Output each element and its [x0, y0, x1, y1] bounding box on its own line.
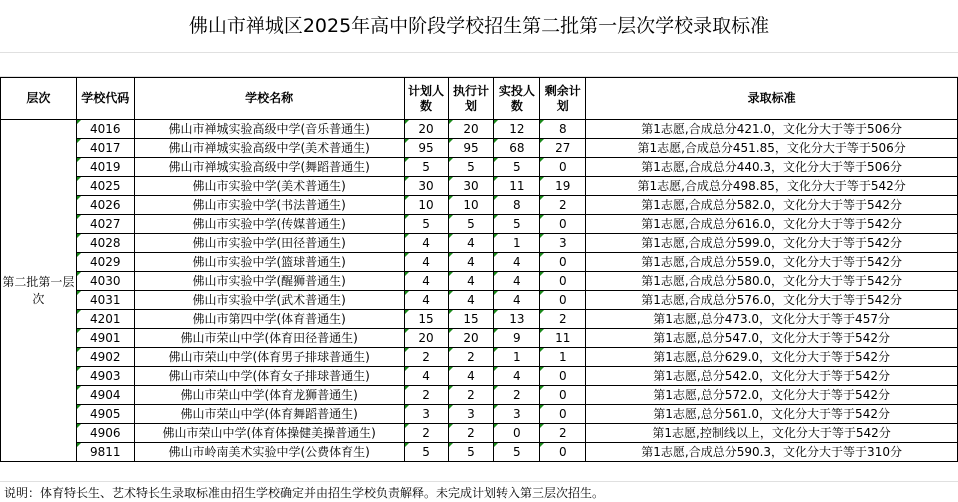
cell-plan: 10: [404, 196, 448, 215]
cell-actual: 11: [494, 177, 540, 196]
cell-actual: 2: [494, 386, 540, 405]
table-row: [1, 234, 958, 253]
cell-exec: 5: [448, 443, 494, 462]
cell-name: 佛山市实验中学(武术普通生): [134, 291, 404, 310]
cell-name: 佛山市实验中学(醒狮普通生): [134, 272, 404, 291]
cell-exec: 2: [448, 348, 494, 367]
cell-actual: 13: [494, 310, 540, 329]
cell-code: 4019: [76, 158, 134, 177]
cell-standard: 第1志愿,合成总分421.0，文化分大于等于506分: [586, 120, 958, 139]
table-row: [1, 329, 958, 348]
cell-actual: 12: [494, 120, 540, 139]
cell-standard: 第1志愿,合成总分599.0，文化分大于等于542分: [586, 234, 958, 253]
blank-row: [0, 52, 958, 77]
blank-row: [0, 461, 958, 482]
header-standard: 录取标准: [586, 78, 958, 120]
header-name: 学校名称: [134, 78, 404, 120]
cell-name: 佛山市荣山中学(体育舞蹈普通生): [134, 405, 404, 424]
cell-name: 佛山市岭南美术实验中学(公费体育生): [134, 443, 404, 462]
cell-name: 佛山市第四中学(体育普通生): [134, 310, 404, 329]
cell-actual: 5: [494, 158, 540, 177]
cell-name: 佛山市荣山中学(体育田径普通生): [134, 329, 404, 348]
cell-exec: 5: [448, 158, 494, 177]
cell-plan: 5: [404, 215, 448, 234]
cell-code: 4906: [76, 424, 134, 443]
cell-remain: 3: [540, 234, 586, 253]
header-remain: 剩余计划: [540, 78, 586, 120]
cell-name: 佛山市荣山中学(体育女子排球普通生): [134, 367, 404, 386]
cell-code: 4201: [76, 310, 134, 329]
cell-code: 4905: [76, 405, 134, 424]
cell-actual: 8: [494, 196, 540, 215]
header-row: [1, 78, 958, 120]
cell-standard: 第1志愿,合成总分590.3，文化分大于等于310分: [586, 443, 958, 462]
cell-name: 佛山市实验中学(田径普通生): [134, 234, 404, 253]
cell-code: 4030: [76, 272, 134, 291]
table-row: [1, 272, 958, 291]
cell-plan: 4: [404, 253, 448, 272]
cell-exec: 10: [448, 196, 494, 215]
cell-remain: 2: [540, 196, 586, 215]
cell-standard: 第1志愿,总分561.0，文化分大于等于542分: [586, 405, 958, 424]
cell-exec: 95: [448, 139, 494, 158]
table-row: [1, 215, 958, 234]
cell-standard: 第1志愿,合成总分451.85，文化分大于等于506分: [586, 139, 958, 158]
cell-remain: 0: [540, 272, 586, 291]
cell-exec: 4: [448, 367, 494, 386]
cell-code: 4901: [76, 329, 134, 348]
cell-remain: 1: [540, 348, 586, 367]
cell-plan: 30: [404, 177, 448, 196]
cell-name: 佛山市禅城实验高级中学(音乐普通生): [134, 120, 404, 139]
table-row: [1, 367, 958, 386]
cell-code: 4902: [76, 348, 134, 367]
table-row: [1, 120, 958, 139]
cell-code: 4017: [76, 139, 134, 158]
table-row: [1, 386, 958, 405]
cell-code: 4025: [76, 177, 134, 196]
table-row: [1, 348, 958, 367]
table-row: [1, 158, 958, 177]
table-row: [1, 310, 958, 329]
cell-plan: 5: [404, 443, 448, 462]
admission-table: [0, 77, 958, 462]
cell-name: 佛山市实验中学(美术普通生): [134, 177, 404, 196]
cell-remain: 0: [540, 386, 586, 405]
cell-standard: 第1志愿,总分473.0，文化分大于等于457分: [586, 310, 958, 329]
cell-code: 4016: [76, 120, 134, 139]
cell-standard: 第1志愿,总分572.0，文化分大于等于542分: [586, 386, 958, 405]
cell-code: 9811: [76, 443, 134, 462]
cell-standard: 第1志愿,合成总分616.0，文化分大于等于542分: [586, 215, 958, 234]
table-row: [1, 291, 958, 310]
table-row: [1, 424, 958, 443]
cell-actual: 3: [494, 405, 540, 424]
cell-name: 佛山市禅城实验高级中学(舞蹈普通生): [134, 158, 404, 177]
header-exec: 执行计划: [448, 78, 494, 120]
cell-plan: 2: [404, 348, 448, 367]
cell-standard: 第1志愿,总分629.0，文化分大于等于542分: [586, 348, 958, 367]
cell-plan: 20: [404, 329, 448, 348]
cell-plan: 95: [404, 139, 448, 158]
cell-name: 佛山市禅城实验高级中学(美术普通生): [134, 139, 404, 158]
cell-actual: 5: [494, 215, 540, 234]
cell-plan: 4: [404, 272, 448, 291]
cell-standard: 第1志愿,合成总分580.0，文化分大于等于542分: [586, 272, 958, 291]
cell-name: 佛山市实验中学(传媒普通生): [134, 215, 404, 234]
cell-remain: 19: [540, 177, 586, 196]
cell-plan: 20: [404, 120, 448, 139]
cell-standard: 第1志愿,总分547.0，文化分大于等于542分: [586, 329, 958, 348]
cell-code: 4029: [76, 253, 134, 272]
cell-remain: 0: [540, 443, 586, 462]
cell-actual: 1: [494, 348, 540, 367]
table-row: [1, 443, 958, 462]
header-code: 学校代码: [76, 78, 134, 120]
cell-exec: 20: [448, 120, 494, 139]
cell-standard: 第1志愿,合成总分576.0，文化分大于等于542分: [586, 291, 958, 310]
cell-code: 4904: [76, 386, 134, 405]
cell-plan: 2: [404, 424, 448, 443]
header-plan: 计划人数: [404, 78, 448, 120]
cell-exec: 5: [448, 215, 494, 234]
cell-exec: 3: [448, 405, 494, 424]
cell-plan: 15: [404, 310, 448, 329]
cell-plan: 3: [404, 405, 448, 424]
cell-remain: 11: [540, 329, 586, 348]
cell-remain: 8: [540, 120, 586, 139]
cell-remain: 2: [540, 310, 586, 329]
cell-actual: 0: [494, 424, 540, 443]
cell-exec: 4: [448, 253, 494, 272]
cell-exec: 4: [448, 234, 494, 253]
cell-exec: 2: [448, 386, 494, 405]
cell-remain: 0: [540, 405, 586, 424]
level-cell: 第二批第一层次: [1, 120, 77, 462]
cell-standard: 第1志愿,合成总分559.0，文化分大于等于542分: [586, 253, 958, 272]
cell-standard: 第1志愿,合成总分498.85，文化分大于等于542分: [586, 177, 958, 196]
cell-remain: 2: [540, 424, 586, 443]
cell-name: 佛山市实验中学(书法普通生): [134, 196, 404, 215]
cell-code: 4026: [76, 196, 134, 215]
cell-remain: 0: [540, 291, 586, 310]
cell-remain: 0: [540, 253, 586, 272]
page-title: 佛山市禅城区2025年高中阶段学校招生第二批第一层次学校录取标准: [0, 0, 958, 53]
cell-name: 佛山市实验中学(篮球普通生): [134, 253, 404, 272]
cell-standard: 第1志愿,总分542.0，文化分大于等于542分: [586, 367, 958, 386]
cell-standard: 第1志愿,合成总分440.3，文化分大于等于506分: [586, 158, 958, 177]
cell-remain: 0: [540, 158, 586, 177]
cell-actual: 68: [494, 139, 540, 158]
table-row: [1, 177, 958, 196]
cell-name: 佛山市荣山中学(体育龙狮普通生): [134, 386, 404, 405]
cell-exec: 2: [448, 424, 494, 443]
cell-code: 4903: [76, 367, 134, 386]
cell-actual: 5: [494, 443, 540, 462]
cell-remain: 0: [540, 367, 586, 386]
cell-standard: 第1志愿,合成总分582.0，文化分大于等于542分: [586, 196, 958, 215]
table-row: [1, 139, 958, 158]
cell-exec: 4: [448, 272, 494, 291]
footnote: 说明：体育特长生、艺术特长生录取标准由招生学校确定并由招生学校负责解释。未完成计划转入第三层次招生。: [4, 486, 605, 500]
cell-plan: 4: [404, 291, 448, 310]
cell-exec: 20: [448, 329, 494, 348]
header-level: 层次: [1, 78, 77, 120]
table-row: [1, 196, 958, 215]
cell-actual: 1: [494, 234, 540, 253]
cell-exec: 30: [448, 177, 494, 196]
cell-actual: 4: [494, 253, 540, 272]
cell-name: 佛山市荣山中学(体育体操健美操普通生): [134, 424, 404, 443]
cell-code: 4027: [76, 215, 134, 234]
cell-remain: 0: [540, 215, 586, 234]
table-row: [1, 253, 958, 272]
cell-code: 4031: [76, 291, 134, 310]
cell-exec: 4: [448, 291, 494, 310]
header-actual: 实投人数: [494, 78, 540, 120]
cell-code: 4028: [76, 234, 134, 253]
cell-actual: 4: [494, 272, 540, 291]
cell-actual: 4: [494, 367, 540, 386]
cell-standard: 第1志愿,控制线以上，文化分大于等于542分: [586, 424, 958, 443]
cell-actual: 9: [494, 329, 540, 348]
cell-plan: 2: [404, 386, 448, 405]
cell-name: 佛山市荣山中学(体育男子排球普通生): [134, 348, 404, 367]
cell-plan: 5: [404, 158, 448, 177]
cell-remain: 27: [540, 139, 586, 158]
table-row: [1, 405, 958, 424]
cell-exec: 15: [448, 310, 494, 329]
cell-plan: 4: [404, 367, 448, 386]
cell-actual: 4: [494, 291, 540, 310]
cell-plan: 4: [404, 234, 448, 253]
